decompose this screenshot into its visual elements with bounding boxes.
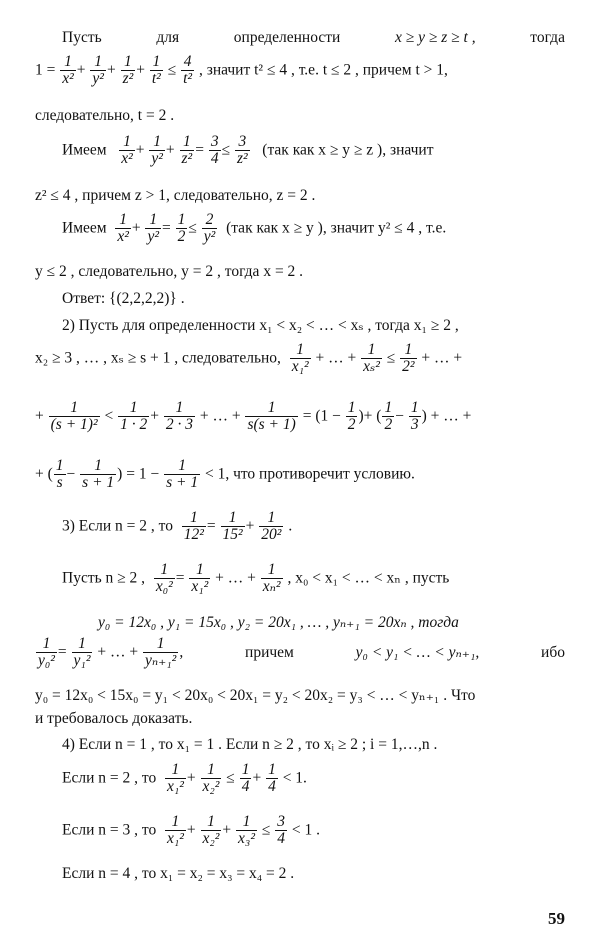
text: Если n = 3 , то bbox=[62, 821, 157, 839]
formula: + … + bbox=[315, 349, 357, 367]
fraction: $\frac{1}{3}$ bbox=[410, 399, 419, 434]
fraction: $\frac{4}{\text{t²}}$ bbox=[183, 53, 193, 88]
formula: < 1 . bbox=[291, 821, 320, 839]
line-22: Если n = 4 , то x₁ = x₂ = x₃ = x₄ = 2 . bbox=[62, 865, 295, 882]
text: , x₀ < x₁ < … < xₙ , пусть bbox=[287, 569, 450, 587]
text: Если n = 2 , то bbox=[62, 769, 157, 787]
fraction: $\frac{1}{\text{xₙ²}}$ bbox=[262, 561, 281, 596]
fraction: $\frac{1}{\text{x₃²}}$ bbox=[238, 813, 255, 848]
fraction: $\frac{3}{4}$ bbox=[210, 133, 219, 168]
line-10 bbox=[35, 342, 462, 376]
fraction: $\frac{1}{\text{20²}}$ bbox=[261, 509, 282, 544]
formula: y₀ < y₁ < … < yₙ₊₁, bbox=[355, 644, 480, 662]
text: (так как x ≥ y ≥ z ), значит bbox=[262, 141, 434, 159]
fraction: $\frac{1}{\text{y²}}$ bbox=[151, 133, 163, 168]
formula: + … + bbox=[199, 407, 241, 425]
line-13: 3) Если n = 2 , то $\frac{1}{\text{12²}}$ = $\frac{1}{\text{15²}}$ + $\frac{1}{\text{20²}}$ . bbox=[62, 509, 293, 544]
line-6: Имеем $\frac{1}{\text{x²}}$ + $\frac{1}{\text{y²}}$ = $\frac{1}{2}$ ≤ $\frac{2}{\text{y²}}$ (так как x ≥ y ), значит y² ≤ 4 , т.е. bbox=[62, 211, 447, 246]
line-7: y ≤ 2 , следовательно, y = 2 , тогда x = 2 . bbox=[35, 263, 304, 280]
fraction: $\frac{1}{\text{x²}}$ bbox=[121, 133, 133, 168]
fraction: $\frac{1}{s + 1}$ bbox=[166, 457, 199, 492]
fraction: $\frac{1}{2 \cdot 3}$ bbox=[165, 399, 193, 434]
line-21: Если n = 3 , то $\frac{1}{\text{x₁²}}$ + $\frac{1}{\text{x₂²}}$ + $\frac{1}{\text{x₃²}}$ ≤ $\frac{3}{4}$ < 1 . bbox=[62, 813, 320, 848]
fraction: $\frac{1}{\text{15²}}$ bbox=[222, 509, 243, 544]
text: Имеем bbox=[62, 219, 107, 237]
fraction: $\frac{1}{\text{yₙ₊₁²}}$ bbox=[144, 635, 177, 670]
fraction: $\frac{1}{\text{x₁²}}$ bbox=[291, 341, 309, 376]
line-8: Ответ: {(2,2,2,2)} . bbox=[62, 290, 185, 307]
fraction: $\frac{1}{\text{x²}}$ bbox=[62, 53, 74, 88]
formula: + … + bbox=[97, 643, 139, 661]
fraction: $\frac{1}{\text{z²}}$ bbox=[122, 53, 134, 88]
line-19: 4) Если n = 1 , то x₁ = 1 . Если n ≥ 2 , то xᵢ ≥ 2 ; i = 1,…,n . bbox=[62, 736, 438, 753]
line-18: и требовалось доказать. bbox=[35, 710, 193, 727]
fraction: $\frac{1}{\text{y²}}$ bbox=[147, 211, 160, 246]
fraction: $\frac{2}{\text{y²}}$ bbox=[203, 211, 216, 246]
text: для bbox=[156, 29, 180, 46]
fraction: $\frac{3}{\text{z²}}$ bbox=[236, 133, 248, 168]
formula: ) bbox=[358, 407, 364, 425]
formula: (1 − bbox=[315, 407, 341, 425]
fraction: $\frac{1}{\text{t²}}$ bbox=[151, 53, 161, 88]
line-15: y₀ = 12x₀ , y₁ = 15x₀ , y₂ = 20x₁ , … , yₙ₊₁ = 20xₙ , тогда bbox=[98, 614, 459, 631]
formula: + bbox=[35, 407, 44, 425]
formula: ( bbox=[376, 407, 382, 425]
text: причем bbox=[245, 644, 294, 662]
text: Пусть n ≥ 2 , bbox=[62, 569, 146, 587]
text: < 1, что противоречит условию. bbox=[204, 465, 415, 483]
fraction: $\frac{1}{\text{y₀²}}$ bbox=[38, 635, 55, 670]
fraction: $\frac{1}{\text{xₛ²}}$ bbox=[363, 341, 380, 376]
formula: ≤ bbox=[261, 821, 271, 839]
line-2: 1 = $\frac{1}{\text{x²}}$ + $\frac{1}{\text{y²}}$ + $\frac{1}{\text{z²}}$ + $\frac{1}{\text{t²}}$ ≤ $\frac{4}{\text{t²}}$ , значит t² ≤ 4 , т.е. t ≤ 2 , причем t > 1, bbox=[35, 53, 448, 88]
fraction: $\frac{1}{2}$ bbox=[347, 399, 356, 434]
formula: ) bbox=[117, 465, 123, 483]
text: , значит t² ≤ 4 , т.е. t ≤ 2 , причем t > 1, bbox=[198, 61, 448, 79]
fraction: $\frac{1}{\text{(s + 1)²}}$ bbox=[50, 399, 98, 434]
fraction: $\frac{1}{\text{x₁²}}$ bbox=[191, 561, 209, 596]
fraction: $\frac{1}{s}$ bbox=[55, 457, 64, 492]
text: определенности bbox=[233, 29, 341, 46]
formula: ≤ bbox=[226, 769, 235, 787]
formula: ≤ bbox=[386, 349, 396, 367]
line-4: Имеем $\frac{1}{\text{x²}}$ + $\frac{1}{\text{y²}}$ + $\frac{1}{\text{z²}}$ = $\frac{3}{4}$ ≤ $\frac{3}{\text{z²}}$ (так как x ≥ y ≥ z ), значит bbox=[62, 133, 434, 168]
formula: + … + bbox=[215, 569, 256, 587]
text: тогда bbox=[530, 29, 565, 46]
fraction: $\frac{1}{\text{x₂²}}$ bbox=[202, 813, 220, 848]
fraction: $\frac{1}{s(s + 1)}$ bbox=[247, 399, 296, 434]
formula: ≤ bbox=[167, 61, 177, 79]
formula: = bbox=[302, 407, 312, 425]
text: ибо bbox=[541, 644, 565, 662]
line-17: y₀ = 12x₀ < 15x₀ = y₁ < 20x₀ < 20x₁ = y₂ < 20x₂ = y₃ < … < yₙ₊₁ . Что bbox=[35, 687, 476, 704]
formula: < bbox=[104, 407, 114, 425]
fraction: $\frac{1}{2}$ bbox=[177, 211, 186, 246]
fraction: $\frac{1}{\text{x²}}$ bbox=[117, 211, 129, 246]
fraction: $\frac{1}{\text{z²}}$ bbox=[181, 133, 193, 168]
formula: . bbox=[288, 517, 293, 535]
line-16 bbox=[35, 636, 565, 670]
fraction: $\frac{1}{\text{x₂²}}$ bbox=[202, 761, 220, 796]
text: Пусть bbox=[62, 29, 102, 46]
fraction: $\frac{1}{\text{y²}}$ bbox=[92, 53, 104, 88]
fraction: $\frac{1}{s + 1}$ bbox=[82, 457, 115, 492]
fraction: $\frac{3}{4}$ bbox=[277, 813, 285, 848]
text: x₂ ≥ 3 , … , xₛ ≥ s + 1 , следовательно, bbox=[35, 349, 281, 367]
fraction: $\frac{1}{2}$ bbox=[384, 399, 393, 434]
fraction: $\frac{1}{1 \cdot 2}$ bbox=[120, 399, 148, 434]
text: Имеем bbox=[62, 141, 107, 159]
fraction: $\frac{1}{\text{12²}}$ bbox=[183, 509, 204, 544]
formula: + … + bbox=[421, 349, 463, 367]
fraction: $\frac{1}{\text{y₁²}}$ bbox=[73, 635, 91, 670]
line-9: 2) Пусть для определенности x₁ < x₂ < … < xₛ , тогда x₁ ≥ 2 , bbox=[62, 317, 459, 334]
line-1 bbox=[62, 30, 565, 46]
page-number: 59 bbox=[548, 909, 565, 928]
fraction: $\frac{1}{\text{x₀²}}$ bbox=[155, 561, 173, 596]
text: 3) Если n = 2 , то bbox=[62, 517, 173, 535]
fraction: $\frac{1}{4}$ bbox=[241, 761, 250, 796]
fraction: $\frac{1}{4}$ bbox=[268, 761, 276, 796]
fraction: $\frac{1}{\text{x₁²}}$ bbox=[166, 761, 184, 796]
line-5: z² ≤ 4 , причем z > 1, следовательно, z = 2 . bbox=[35, 187, 316, 204]
line-11: + $\frac{1}{\text{(s + 1)²}}$ < $\frac{1}{1 \cdot 2}$ + $\frac{1}{2 \cdot 3}$ + … + $\frac{1}{s(s + 1)}$ = (1 − $\frac{1}{2}$ )+ ( $\frac{1}{2}$ − $\frac{1}{3}$ ) + … + bbox=[35, 399, 472, 434]
line-3: следовательно, t = 2 . bbox=[35, 107, 175, 124]
formula: = 1 − bbox=[126, 465, 160, 483]
text: (так как x ≥ y ), значит y² ≤ 4 , т.е. bbox=[226, 219, 447, 237]
line-12: + ( $\frac{1}{s}$ − $\frac{1}{s + 1}$ ) = 1 − $\frac{1}{s + 1}$ < 1, что противоречит условию. bbox=[35, 457, 415, 492]
formula: + … + bbox=[430, 407, 472, 425]
fraction: $\frac{1}{\text{x₁²}}$ bbox=[166, 813, 184, 848]
formula: ) bbox=[421, 407, 427, 425]
line-14: Пусть n ≥ 2 , $\frac{1}{\text{x₀²}}$ = $\frac{1}{\text{x₁²}}$ + … + $\frac{1}{\text{xₙ²}}$ , x₀ < x₁ < … < xₙ , пусть bbox=[62, 561, 450, 596]
formula: ( bbox=[47, 465, 53, 483]
formula-group: $\frac{1}{\text{y₀²}}$ = $\frac{1}{\text{y₁²}}$ + … + $\frac{1}{\text{yₙ₊₁²}}$ , bbox=[38, 635, 184, 670]
line-20: Если n = 2 , то $\frac{1}{\text{x₁²}}$ + $\frac{1}{\text{x₂²}}$ ≤ $\frac{1}{4}$ + $\frac{1}{4}$ < 1. bbox=[62, 761, 307, 796]
fraction: $\frac{1}{\text{2²}}$ bbox=[402, 341, 415, 376]
formula: x ≥ y ≥ z ≥ t , bbox=[394, 29, 476, 46]
formula: 1 = bbox=[35, 61, 56, 79]
formula: + bbox=[35, 465, 44, 483]
formula: < 1. bbox=[282, 769, 307, 787]
